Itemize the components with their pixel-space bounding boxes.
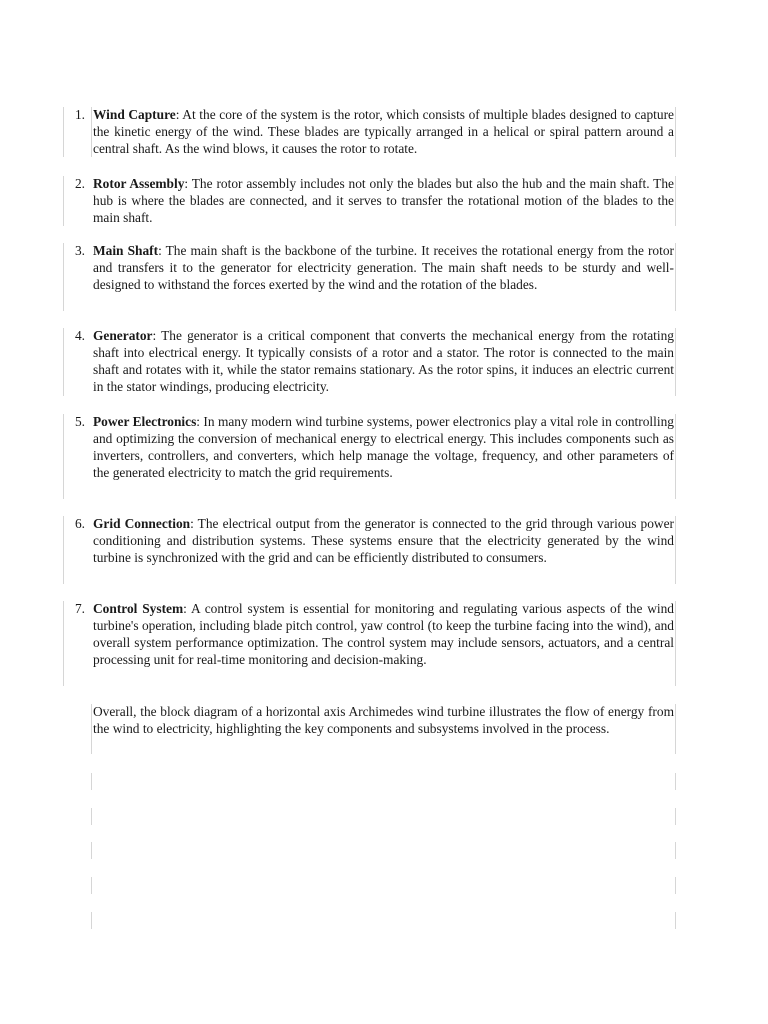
item-title: Grid Connection <box>93 516 191 531</box>
cell-border <box>91 773 92 790</box>
list-item <box>63 414 675 499</box>
cell-border <box>675 107 676 157</box>
cell-border <box>91 704 92 754</box>
cell-border <box>675 912 676 929</box>
cell-border <box>91 808 92 825</box>
cell-border <box>675 328 676 396</box>
cell-border <box>675 243 676 311</box>
item-body: : The main shaft is the backbone of the turbine. It receives the rotational energy from the rotor and transfers it to the generator for electricity generation. The main shaft needs to be sturdy and well-designed to withstand the forces exerted by the wind and the rotation of the blades. <box>93 243 674 292</box>
item-body: : At the core of the system is the rotor, which consists of multiple blades designed to capture the kinetic energy of the wind. These blades are typically arranged in a helical or spiral pattern around a central shaft. As the wind blows, it causes the rotor to rotate. <box>93 107 674 156</box>
list-text <box>93 414 674 482</box>
cell-border <box>675 704 676 754</box>
item-title: Control System <box>93 601 184 616</box>
item-body: : The electrical output from the generator is connected to the grid through various power conditioning and distribution systems. These systems ensure that the electricity generated by the wind turbine is synchronized with the grid and can be efficiently distributed to consumers. <box>93 516 674 565</box>
list-text <box>93 176 674 227</box>
list-number: 1. <box>74 107 85 122</box>
cell-border <box>675 601 676 686</box>
list-number: 7. <box>74 601 85 616</box>
cell-border <box>675 516 676 584</box>
list-number: 4. <box>74 328 85 343</box>
list-item <box>63 516 675 584</box>
summary-paragraph: Overall, the block diagram of a horizontal axis Archimedes wind turbine illustrates the flow of energy from the wind to electricity, highlighting the key components and subsystems involved in the process. <box>93 704 674 736</box>
item-body: : The rotor assembly includes not only the blades but also the hub and the main shaft. The hub is where the blades are connected, and it serves to transfer the rotational motion of the blades to the main shaft. <box>93 176 674 225</box>
list-item <box>63 328 675 396</box>
list-item <box>63 601 675 686</box>
cell-border <box>675 877 676 894</box>
list-text <box>93 601 674 669</box>
item-body: : A control system is essential for monitoring and regulating various aspects of the wind turbine's operation, including blade pitch control, yaw control (to keep the turbine facing into the wind), and overall system performance optimization. The control system may include sensors, actuators, and a central processing unit for real-time monitoring and decision-making. <box>93 601 674 667</box>
list-text <box>93 328 674 396</box>
list-item <box>63 176 675 227</box>
item-title: Generator <box>93 328 153 343</box>
item-title: Wind Capture <box>93 107 176 122</box>
list-text <box>93 243 674 294</box>
cell-border <box>675 842 676 859</box>
list-text <box>93 516 674 567</box>
cell-border <box>675 773 676 790</box>
item-title: Rotor Assembly <box>93 176 185 191</box>
list-number: 5. <box>74 414 85 429</box>
list-item <box>63 243 675 311</box>
cell-border <box>675 176 676 226</box>
item-title: Power Electronics <box>93 414 197 429</box>
list-number: 6. <box>74 516 85 531</box>
cell-border <box>91 912 92 929</box>
item-body: : In many modern wind turbine systems, power electronics play a vital role in controlling and optimizing the conversion of mechanical energy to electrical energy. This includes components such as inverters, controllers, and converters, which help manage the voltage, frequency, and other parameters of the generated electricity to match the grid requirements. <box>93 414 674 480</box>
cell-border <box>91 842 92 859</box>
cell-border <box>675 808 676 825</box>
cell-border <box>675 414 676 499</box>
list-item <box>63 107 675 158</box>
list-text <box>93 107 674 158</box>
item-title: Main Shaft <box>93 243 159 258</box>
list-number: 3. <box>74 243 85 258</box>
item-body: : The generator is a critical component that converts the mechanical energy from the rotating shaft into electrical energy. It typically consists of a rotor and a stator. The rotor is connected to the main shaft and rotates with it, while the stator remains stationary. As the rotor spins, it induces an electric current in the stator windings, producing electricity. <box>93 328 674 394</box>
list-number: 2. <box>74 176 85 191</box>
cell-border <box>91 877 92 894</box>
